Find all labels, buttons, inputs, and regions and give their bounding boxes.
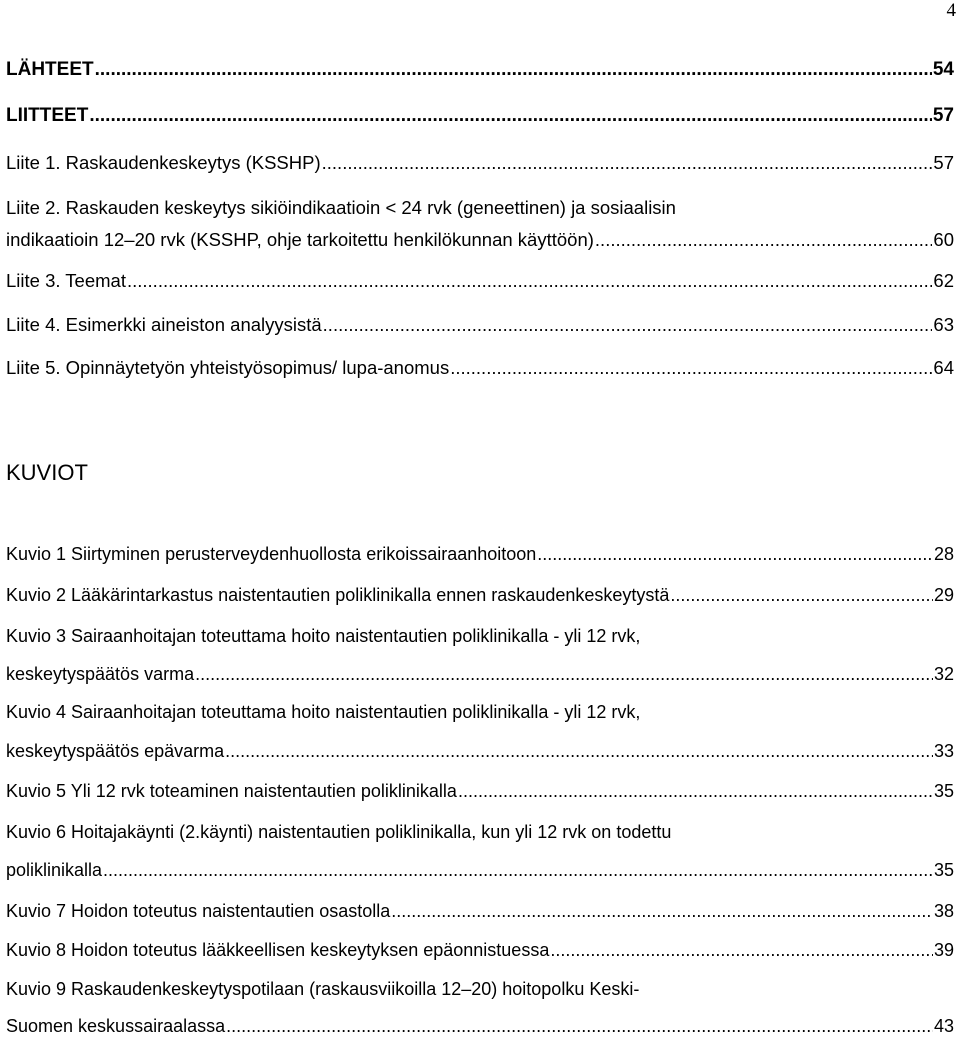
dot-leader bbox=[537, 542, 933, 566]
toc-label: Kuvio 8 Hoidon toteutus lääkkeellisen keskeytyksen epäonnistuessa bbox=[6, 940, 550, 960]
toc-label: Suomen keskussairaalassa bbox=[6, 1016, 226, 1036]
toc-page: 64 bbox=[933, 357, 954, 378]
toc-entry-kuvio-2[interactable] bbox=[6, 583, 954, 607]
dot-leader bbox=[670, 583, 933, 607]
dot-leader bbox=[127, 269, 932, 293]
toc-label: Liite 3. Teemat bbox=[6, 270, 126, 291]
toc-label: poliklinikalla bbox=[6, 860, 103, 880]
toc-page: 32 bbox=[933, 664, 954, 684]
toc-entry-kuvio-8[interactable] bbox=[6, 938, 954, 962]
dot-leader bbox=[89, 104, 932, 128]
toc-entry-liite-2-line1[interactable]: Liite 2. Raskauden keskeytys sikiöindikaatioin < 24 rvk (geneettinen) ja sosiaalisin bbox=[6, 197, 676, 218]
toc-page: 43 bbox=[933, 1016, 954, 1036]
toc-entry-kuvio-6[interactable] bbox=[6, 858, 954, 882]
toc-label: Kuvio 1 Siirtyminen perusterveydenhuollosta erikoissairaanhoitoon bbox=[6, 544, 537, 564]
toc-entry-kuvio-1[interactable] bbox=[6, 542, 954, 566]
toc-label: Kuvio 7 Hoidon toteutus naistentautien osastolla bbox=[6, 901, 391, 921]
toc-page: 28 bbox=[933, 544, 954, 564]
dot-leader bbox=[550, 938, 933, 962]
toc-entry-liite-4[interactable] bbox=[6, 313, 954, 337]
toc-page: 60 bbox=[933, 229, 954, 250]
toc-entry-kuvio-9[interactable] bbox=[6, 1014, 954, 1038]
toc-page: 29 bbox=[933, 585, 954, 605]
toc-label: keskeytyspäätös varma bbox=[6, 664, 195, 684]
toc-entry-kuvio-4-line1[interactable]: Kuvio 4 Sairaanhoitajan toteuttama hoito naistentautien poliklinikalla - yli 12 rvk, bbox=[6, 702, 641, 722]
toc-page: 62 bbox=[933, 270, 954, 291]
toc-entry-lahteet[interactable] bbox=[6, 58, 954, 82]
toc-entry-liite-3[interactable] bbox=[6, 269, 954, 293]
dot-leader bbox=[95, 58, 932, 82]
toc-entry-liite-2[interactable] bbox=[6, 228, 954, 252]
toc-label: LÄHTEET bbox=[6, 59, 94, 80]
toc-page: 38 bbox=[933, 901, 954, 921]
toc-label: Liite 1. Raskaudenkeskeytys (KSSHP) bbox=[6, 152, 321, 173]
toc-label: Kuvio 5 Yli 12 rvk toteaminen naistentautien poliklinikalla bbox=[6, 781, 457, 801]
toc-page: 57 bbox=[933, 152, 954, 173]
toc-label: keskeytyspäätös epävarma bbox=[6, 741, 225, 761]
toc-entry-kuvio-5[interactable] bbox=[6, 779, 954, 803]
dot-leader bbox=[391, 899, 933, 923]
toc-entry-liite-1[interactable] bbox=[6, 151, 954, 175]
dot-leader bbox=[322, 151, 933, 175]
dot-leader bbox=[226, 1014, 933, 1038]
dot-leader bbox=[450, 356, 932, 380]
toc-page: 35 bbox=[933, 781, 954, 801]
toc-page: 39 bbox=[933, 940, 954, 960]
toc-label: Liite 5. Opinnäytetyön yhteistyösopimus/ lupa-anomus bbox=[6, 357, 450, 378]
toc-entry-kuvio-6-line1[interactable]: Kuvio 6 Hoitajakäynti (2.käynti) naistentautien poliklinikalla, kun yli 12 rvk on todettu bbox=[6, 822, 672, 842]
toc-page: 63 bbox=[933, 314, 954, 335]
toc-page: 54 bbox=[932, 59, 954, 80]
toc-entry-kuvio-3-line1[interactable]: Kuvio 3 Sairaanhoitajan toteuttama hoito naistentautien poliklinikalla - yli 12 rvk, bbox=[6, 626, 641, 646]
toc-label: LIITTEET bbox=[6, 105, 89, 126]
toc-label: indikaatioin 12–20 rvk (KSSHP, ohje tarkoitettu henkilökunnan käyttöön) bbox=[6, 229, 594, 250]
toc-label: Liite 4. Esimerkki aineiston analyysistä bbox=[6, 314, 322, 335]
toc-page: 57 bbox=[932, 105, 954, 126]
toc-entry-kuvio-4[interactable] bbox=[6, 739, 954, 763]
page-number: 4 bbox=[946, 0, 956, 21]
dot-leader bbox=[323, 313, 933, 337]
dot-leader bbox=[195, 662, 933, 686]
toc-page: 35 bbox=[933, 860, 954, 880]
toc-entry-liitteet[interactable] bbox=[6, 104, 954, 128]
dot-leader bbox=[458, 779, 933, 803]
dot-leader bbox=[595, 228, 933, 252]
toc-page: 33 bbox=[933, 741, 954, 761]
dot-leader bbox=[103, 858, 933, 882]
toc-entry-kuvio-3[interactable] bbox=[6, 662, 954, 686]
toc-entry-liite-5[interactable] bbox=[6, 356, 954, 380]
toc-entry-kuvio-9-line1[interactable]: Kuvio 9 Raskaudenkeskeytyspotilaan (raskausviikoilla 12–20) hoitopolku Keski- bbox=[6, 979, 640, 999]
section-heading-kuviot: KUVIOT bbox=[6, 460, 88, 485]
dot-leader bbox=[225, 739, 933, 763]
toc-entry-kuvio-7[interactable] bbox=[6, 899, 954, 923]
toc-label: Kuvio 2 Lääkärintarkastus naistentautien poliklinikalla ennen raskaudenkeskeytystä bbox=[6, 585, 670, 605]
